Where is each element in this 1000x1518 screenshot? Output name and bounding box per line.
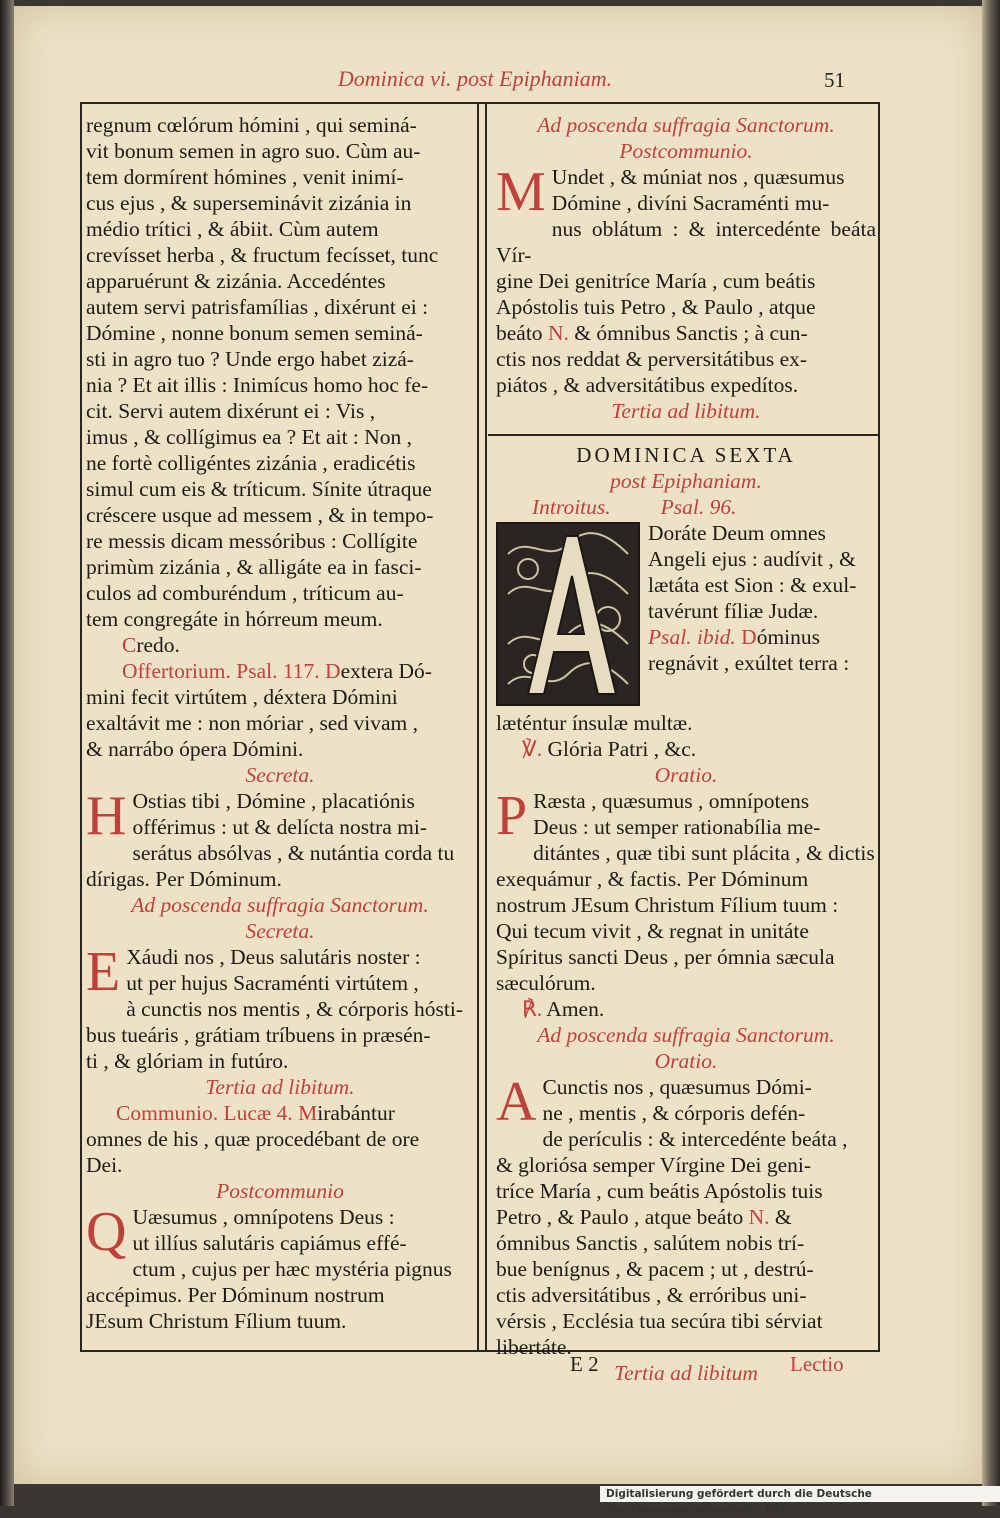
text-line: tem congregáte in hórreum meum. (86, 607, 383, 631)
text-line: culos ad comburéndum , tríticum au- (86, 581, 404, 605)
postcommunio-heading: Postcommunio. (619, 139, 753, 163)
suffrage2-heading: Ad poscenda suffragia Sanctorum. (537, 1023, 835, 1047)
quaesumus-prayer (86, 1201, 474, 1334)
offertory-line (86, 658, 474, 684)
text-line: Uæsumus , omnípotens Deus : (132, 1205, 395, 1229)
left-column (86, 112, 474, 1334)
text-line: médio trítici , & ábiit. Cùm autem (86, 217, 379, 241)
text-fragment: & (774, 1205, 792, 1229)
text-line: ómnibus Sanctis , salútem nobis trí- (496, 1231, 805, 1255)
text-line: gine Dei genitríce María , cum beátis (496, 269, 816, 293)
psal-initial: D (741, 625, 757, 649)
page-number: 51 (824, 68, 845, 92)
text-line: simul cum eis & tríticum. Sínite útraque (86, 477, 432, 501)
credo-line (86, 632, 474, 658)
text-line: nus oblátum : & intercedénte beáta Vír- (496, 217, 876, 267)
text-line: offérimus : ut & delícta nostra mi- (132, 815, 428, 839)
cunctis-prayer (496, 1071, 876, 1360)
text-line: crevísset herba , & fructum fecísset, tunc (86, 243, 439, 267)
text-line (496, 320, 876, 346)
text-fragment: & ómnibus Sanctis ; à cun- (574, 321, 808, 345)
text-line: nostrum JEsum Christum Fílium tuum : (496, 893, 839, 917)
communio-initial: M (298, 1101, 318, 1125)
response-mark: ℟. (522, 997, 543, 1021)
text-line: nia ? Et ait illis : Inimícus homo hoc fe- (86, 373, 429, 397)
secreta-heading: Secreta. (245, 763, 315, 787)
introit-label: Introitus. (532, 495, 611, 519)
sunday-title: DOMINICA SEXTA (576, 443, 796, 467)
suffrage-heading: Ad poscenda suffragia Sanctorum. (131, 893, 429, 917)
communio-line (86, 1100, 474, 1126)
text-line: sti in agro tuo ? Unde ergo habet zizá- (86, 347, 414, 371)
tertia-heading: Tertia ad libitum. (611, 399, 761, 423)
oratio-heading: Oratio. (654, 763, 718, 787)
tertia-heading: Tertia ad libitum. (205, 1075, 355, 1099)
text-line: cus ejus , & superseminávit zizánia in (86, 191, 412, 215)
secreta-prayer (86, 785, 474, 892)
secreta2-heading: Secreta. (245, 919, 315, 943)
text-line: Qui tecum vivit , & regnat in unitáte (496, 919, 809, 943)
name-mark: N. (748, 1205, 770, 1229)
column-divider (477, 102, 487, 1350)
text-line: serátus absólvas , & nutántia corda tu (132, 841, 455, 865)
amen-line (496, 996, 876, 1022)
credo-text: redo. (136, 633, 180, 657)
text-line: irabántur (317, 1101, 395, 1125)
introit-line (496, 494, 876, 520)
gospel-text (86, 112, 474, 632)
book-gutter (0, 0, 14, 1506)
text-line: Dei. (86, 1153, 123, 1177)
text-line: tem dormírent hómines , venit inimí- (86, 165, 404, 189)
text-line: Dómine , divíni Sacraménti mu- (551, 191, 830, 215)
text-line: apparuérunt & zizánia. Accedéntes (86, 269, 386, 293)
ornament-icon (498, 524, 638, 704)
text-line: ut illíus salutáris capiámus effé- (132, 1231, 407, 1255)
text-line: ctum , cujus per hæc mystéria pignus (132, 1257, 452, 1281)
text-line: de perículis : & intercedénte beáta , (542, 1127, 848, 1151)
text-line: regnávit , exúltet terra : (648, 651, 850, 675)
drop-cap-q: Q (86, 1201, 127, 1263)
text-line: à cunctis nos mentis , & córporis hósti- (126, 997, 464, 1021)
gloria-line (496, 736, 876, 762)
catchword: Lectio (790, 1352, 844, 1376)
ornamental-initial-a (496, 522, 640, 706)
text-line: ctis adversitátibus , & erróribus uni- (496, 1283, 807, 1307)
section-rule (488, 434, 878, 436)
text-line: bue benígnus , & pacem ; ut , destrú- (496, 1257, 814, 1281)
offertory-initial: D (325, 659, 341, 683)
text-line: exaltávit me : non móriar , sed vivam , (86, 711, 418, 735)
introit-text (496, 520, 876, 736)
text-line: Xáudi nos , Deus salutáris noster : (126, 945, 421, 969)
versicle-mark: ℣. (522, 737, 543, 761)
mundet-prayer (496, 161, 876, 398)
text-line: bus tueáris , grátiam tríbuens in præsén- (86, 1023, 431, 1047)
text-line: ctis nos reddat & perversitátibus ex- (496, 347, 808, 371)
text-line: créscere usque ad messem , & in tempo- (86, 503, 434, 527)
right-column (496, 112, 876, 1386)
text-line: ditántes , quæ tibi sunt plácita , & dictis (533, 841, 875, 865)
text-fragment: beáto (496, 321, 543, 345)
amen-text: Amen. (546, 997, 605, 1021)
text-line: mini fecit virtútem , déxtera Dómini (86, 685, 398, 709)
text-line: JEsum Christum Fílium tuum. (86, 1309, 347, 1333)
text-line: ti , & glóriam in futúro. (86, 1049, 289, 1073)
sunday-subtitle: post Epiphaniam. (610, 469, 762, 493)
book-fore-edge (982, 0, 1000, 1506)
text-line: lætáta est Sion : & exul- (648, 573, 857, 597)
text-line: primùm zizánia , & alligáte ea in fasci- (86, 555, 422, 579)
drop-cap-a: A (496, 1071, 537, 1133)
text-line: exequámur , & factis. Per Dóminum (496, 867, 809, 891)
digitization-credit: Digitalisierung gefördert durch die Deutsche Forschungsgemeinschaft · DFG (600, 1486, 1000, 1502)
text-fragment: Petro , & Paulo , atque beáto (496, 1205, 744, 1229)
offertory-label: Offertorium. Psal. 117. (122, 659, 320, 683)
text-line: & gloriósa semper Vírgine Dei geni- (496, 1153, 812, 1177)
text-line: Angeli ejus : audívit , & (648, 547, 856, 571)
communio-label: Communio. Lucæ 4. (116, 1101, 293, 1125)
text-line: imus , & collígimus ea ? Et ait : Non , (86, 425, 413, 449)
text-line: autem servi patrisfamílias , dixérunt ei : (86, 295, 429, 319)
postcommunio-heading: Postcommunio (216, 1179, 344, 1203)
text-line: tríce María , cum beátis Apóstolis tuis (496, 1179, 823, 1203)
text-line: Spíritus sancti Deus , per ómnia sæcula (496, 945, 835, 969)
tertia2-heading: Tertia ad libitum (614, 1361, 758, 1385)
text-line: ne , mentis , & córporis defén- (542, 1101, 806, 1125)
psal-ibid-label: Psal. ibid. (648, 625, 736, 649)
text-fragment: óminus (756, 625, 821, 649)
text-line: piátos , & adversitátibus expedítos. (496, 373, 799, 397)
text-line: & narrábo ópera Dómini. (86, 737, 304, 761)
drop-cap-p: P (496, 785, 528, 847)
drop-cap-m: M (496, 161, 546, 223)
text-line: Ræsta , quæsumus , omnípotens (533, 789, 810, 813)
suffrage-heading: Ad poscenda suffragia Sanctorum. (537, 113, 835, 137)
text-line: Doráte Deum omnes (648, 521, 826, 545)
text-line: vit bonum semen in agro suo. Cùm au- (86, 139, 421, 163)
text-line (496, 1204, 876, 1230)
gloria-text: Glória Patri , &c. (547, 737, 697, 761)
text-line: dírigas. Per Dóminum. (86, 867, 282, 891)
drop-cap-h: H (86, 785, 127, 847)
oratio2-heading: Oratio. (654, 1049, 718, 1073)
name-mark: N. (547, 321, 569, 345)
introit-psalm: Psal. 96. (660, 495, 737, 519)
text-line: regnum cœlórum hómini , qui seminá- (86, 113, 417, 137)
text-line: libertáte. (496, 1335, 572, 1359)
text-line: Ostias tibi , Dómine , placatiónis (132, 789, 415, 813)
text-line: ut per hujus Sacraménti virtútem , (126, 971, 419, 995)
text-line: Cunctis nos , quæsumus Dómi- (542, 1075, 812, 1099)
text-line: Apóstolis tuis Petro , & Paulo , atque (496, 295, 816, 319)
drop-cap-e: E (86, 941, 121, 1003)
signature-mark: E 2 (570, 1352, 599, 1376)
text-line: tavérunt fíliæ Judæ. (648, 599, 819, 623)
text-line: omnes de his , quæ procedébant de ore (86, 1127, 420, 1151)
text-line: Undet , & múniat nos , quæsumus (551, 165, 845, 189)
text-line: læténtur ínsulæ multæ. (496, 711, 693, 735)
text-line: Deus : ut semper rationabília me- (533, 815, 821, 839)
text-line: ne fortè colligéntes zizánia , eradicétis (86, 451, 416, 475)
exaudi-prayer (86, 941, 474, 1074)
praesta-prayer (496, 785, 876, 996)
text-line: accépimus. Per Dóminum nostrum (86, 1283, 385, 1307)
text-line: cit. Servi autem dixérunt ei : Vis , (86, 399, 376, 423)
text-line: vérsis , Ecclésia tua secúra tibi sérviat (496, 1309, 823, 1333)
text-line: Dómine , nonne bonum semen seminá- (86, 321, 423, 345)
text-line: sæculórum. (496, 971, 596, 995)
running-title: Dominica vi. post Epiphaniam. (337, 66, 613, 91)
text-line: extera Dó- (340, 659, 432, 683)
text-line: re messis dicam messóribus : Collígite (86, 529, 418, 553)
credo-initial: C (122, 633, 137, 657)
